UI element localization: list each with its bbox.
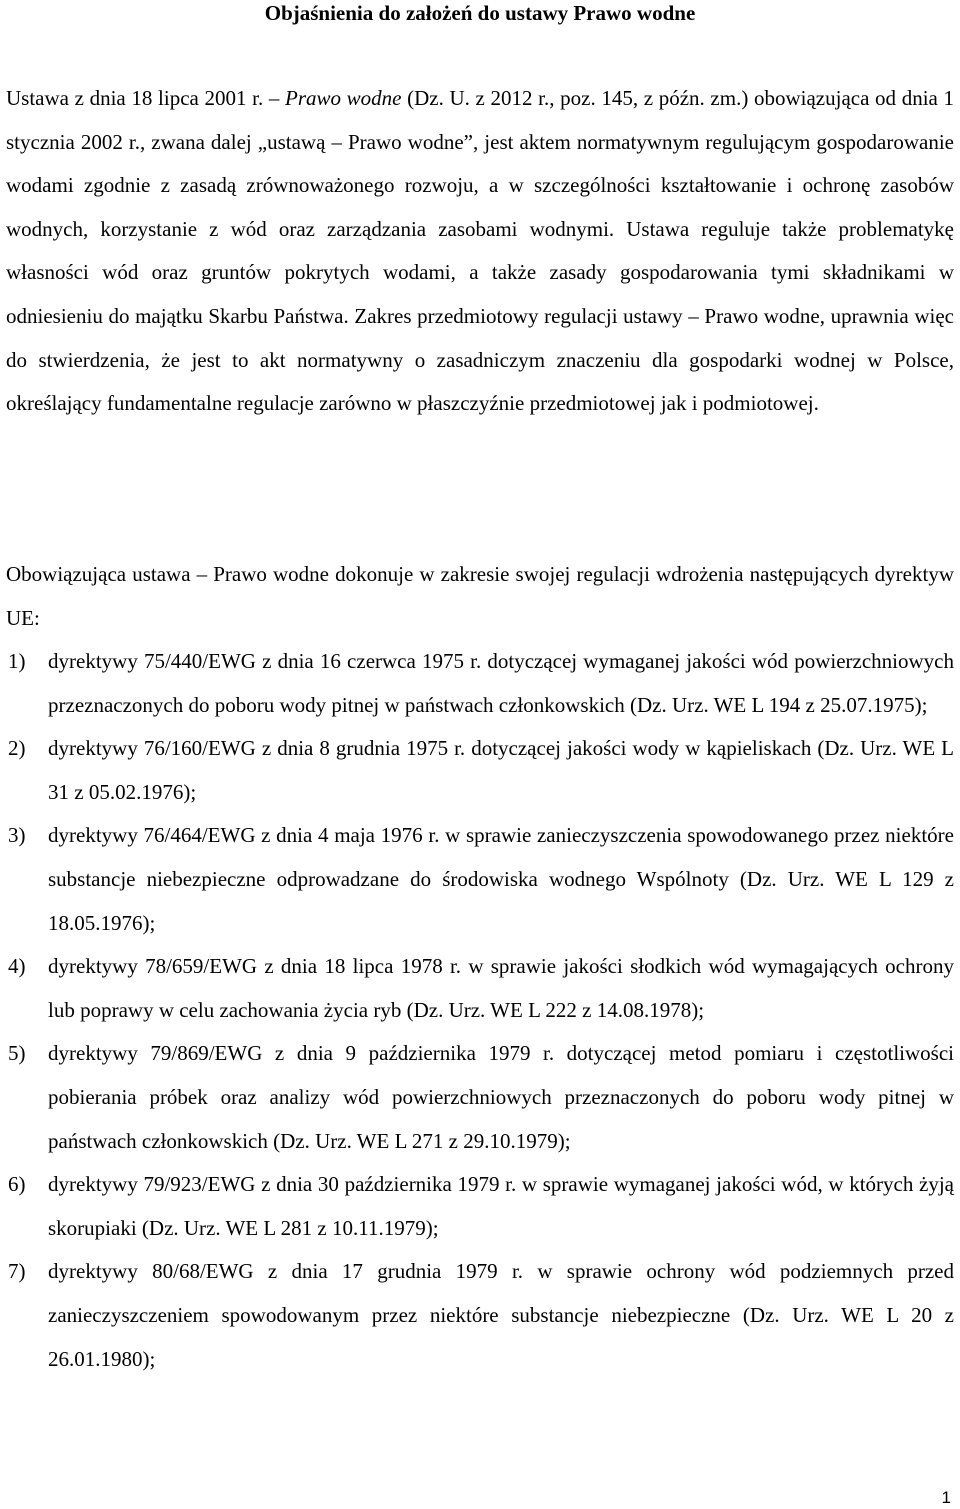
list-item-number: 4) [8, 954, 26, 979]
directives-list [0, 640, 960, 1381]
list-item-number: 7) [8, 1259, 26, 1284]
list-item-text: dyrektywy 79/923/EWG z dnia 30 października 1979 r. w sprawie wymaganej jakości wód, w których żyją skorupiaki (Dz. Urz. WE L 281 z 10.11.1979); [48, 1172, 954, 1240]
act-name-italic: Prawo wodne [285, 86, 402, 110]
paragraph-intro [6, 77, 954, 426]
paragraph-intro-rest: (Dz. U. z 2012 r., poz. 145, z późn. zm.) obowiązująca od dnia 1 stycznia 2002 r., zwana dalej „ustawą – Prawo wodne”, jest aktem normatywnym regulującym gospodarowanie wodami zgodnie z zasadą zrównoważonego rozwoju, a w szczególności kształtowanie i ochronę zasobów wodnych, korzystanie z wód oraz zarządzania zasobami wodnymi. Ustawa reguluje także problematykę własności wód oraz gruntów pokrytych wodami, a także zasady gospodarowania tymi składnikami w odniesieniu do majątku Skarbu Państwa. Zakres przedmiotowy regulacji ustawy – Prawo wodne, uprawnia więc do stwierdzenia, że jest to akt normatywny o zasadniczym znaczeniu dla gospodarki wodnej w Polsce, określający fundamentalne regulacje zarówno w płaszczyźnie przedmiotowej jak i podmiotowej. [6, 86, 954, 416]
list-item-text: dyrektywy 78/659/EWG z dnia 18 lipca 1978 r. w sprawie jakości słodkich wód wymagających ochrony lub poprawy w celu zachowania życia ryb (Dz. Urz. WE L 222 z 14.08.1978); [48, 954, 954, 1022]
list-item [0, 814, 960, 945]
list-item-text: dyrektywy 79/869/EWG z dnia 9 października 1979 r. dotyczącej metod pomiaru i częstotliwości pobierania próbek oraz analizy wód powierzchniowych przeznaczonych do poboru wody pitnej w państwach członkowskich (Dz. Urz. WE L 271 z 29.10.1979); [48, 1041, 954, 1153]
list-item-number: 6) [8, 1172, 26, 1197]
list-item-text: dyrektywy 76/464/EWG z dnia 4 maja 1976 r. w sprawie zanieczyszczenia spowodowanego przez niektóre substancje niebezpieczne odprowadzane do środowiska wodnego Wspólnoty (Dz. Urz. WE L 129 z 18.05.1976); [48, 823, 954, 935]
list-item [0, 1032, 960, 1163]
list-item [0, 945, 960, 1032]
paragraph-directives-intro: Obowiązująca ustawa – Prawo wodne dokonuje w zakresie swojej regulacji wdrożenia następujących dyrektyw UE: [6, 562, 954, 630]
page-number: 1 [941, 1488, 951, 1507]
paragraph-intro-lead: Ustawa z dnia 18 lipca 2001 r. – [6, 86, 285, 110]
list-item [0, 727, 960, 814]
list-item-number: 3) [8, 823, 26, 848]
list-item-text: dyrektywy 75/440/EWG z dnia 16 czerwca 1975 r. dotyczącej wymaganej jakości wód powierzchniowych przeznaczonych do poboru wody pitnej w państwach członkowskich (Dz. Urz. WE L 194 z 25.07.1975); [48, 649, 954, 717]
list-item-number: 1) [8, 649, 26, 673]
list-item-text: dyrektywy 76/160/EWG z dnia 8 grudnia 1975 r. dotyczącej jakości wody w kąpieliskach (Dz. Urz. WE L 31 z 05.02.1976); [48, 736, 954, 804]
list-item [0, 1163, 960, 1250]
document-title: Objaśnienia do założeń do ustawy Prawo wodne [264, 1, 696, 25]
list-item [0, 1250, 960, 1381]
list-item [0, 640, 960, 727]
list-item-number: 2) [8, 736, 26, 761]
list-item-number: 5) [8, 1041, 26, 1066]
list-item-text: dyrektywy 80/68/EWG z dnia 17 grudnia 1979 r. w sprawie ochrony wód podziemnych przed zanieczyszczeniem spowodowanym przez niektóre substancje niebezpieczne (Dz. Urz. WE L 20 z 26.01.1980); [48, 1259, 954, 1371]
